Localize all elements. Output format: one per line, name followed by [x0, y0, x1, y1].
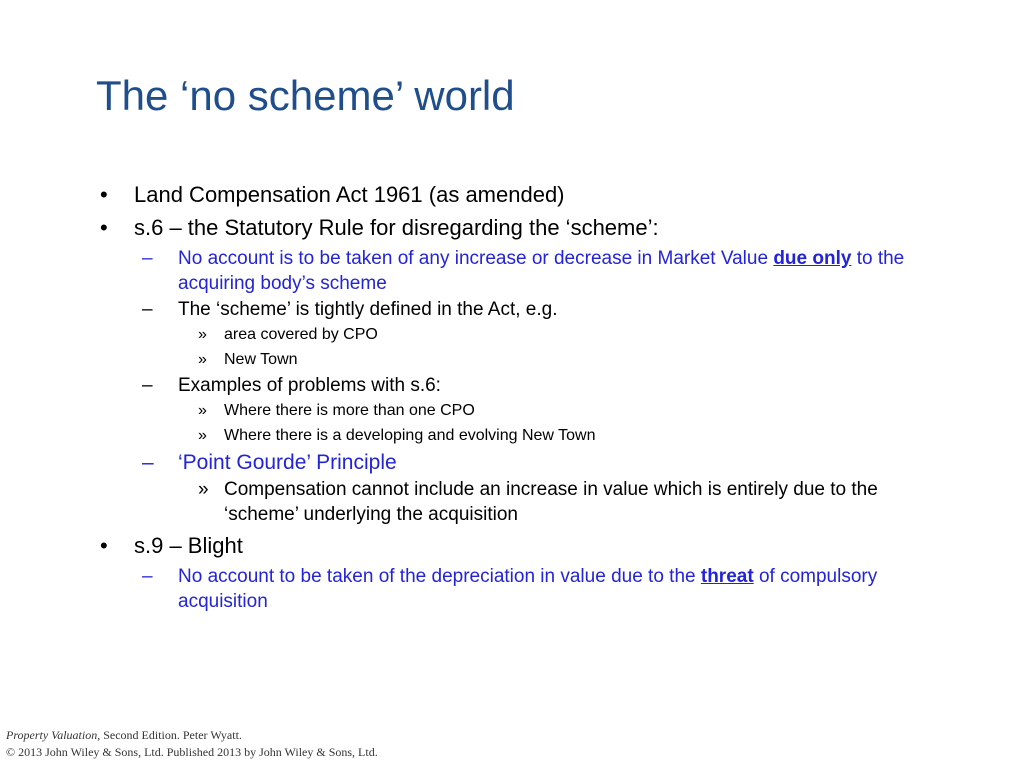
bullet-land-compensation-act — [96, 180, 976, 210]
sub-bullet-text: to the acquiring body’s scheme — [178, 248, 905, 294]
book-title: Property Valuation — [6, 728, 98, 742]
sub-sub-bullet-text: Where there is a developing and evolving New Town — [224, 427, 596, 444]
bullet-s9-blight — [96, 531, 976, 561]
sub-bullet-text: of compulsory acquisition — [178, 566, 878, 612]
emphasis-threat: threat — [700, 566, 754, 587]
footer-citation — [6, 727, 378, 761]
sub-bullet-examples-problems — [142, 373, 976, 398]
emphasis-due-only: due only — [773, 248, 852, 269]
footer-line-book — [6, 727, 378, 744]
bullet-s6-rule — [96, 213, 976, 243]
book-edition: , Second Edition. Peter Wyatt. — [97, 728, 242, 742]
bullet-marker: • — [100, 215, 108, 240]
dash-marker: – — [142, 451, 154, 474]
sub-sub-bullet-text: area covered by CPO — [224, 326, 378, 343]
dash-marker: – — [142, 299, 153, 320]
bullet-marker: • — [100, 182, 108, 207]
sub-sub-bullet-text: New Town — [224, 351, 298, 368]
bullet-text: Land Compensation Act 1961 (as amended) — [134, 182, 565, 207]
slide-title: The ‘no scheme’ world — [96, 72, 515, 119]
bullet-marker: • — [100, 533, 108, 558]
sub-sub-bullet-new-town — [198, 347, 976, 372]
sub-sub-bullet-evolving-new-town — [198, 423, 976, 448]
sub-bullet-no-account-depreciation — [142, 564, 968, 614]
sub-bullet-text: No account is to be taken of any increase or decrease in Market Value — [178, 248, 774, 269]
sub-sub-bullet-compensation-scheme — [198, 477, 944, 527]
chevron-marker: » — [198, 402, 207, 419]
sub-sub-bullet-more-than-one-cpo — [198, 398, 976, 423]
sub-bullet-no-account-increase — [142, 246, 976, 296]
sub-bullet-text: ‘Point Gourde’ Principle — [178, 451, 397, 474]
sub-bullet-point-gourde — [142, 449, 976, 477]
sub-sub-bullet-text: Compensation cannot include an increase in value which is entirely due to the ‘scheme’ underlying the acquisition — [224, 479, 878, 525]
footer-line-copyright: © 2013 John Wiley & Sons, Ltd. Published 2013 by John Wiley & Sons, Ltd. — [6, 745, 378, 759]
sub-bullet-text: The ‘scheme’ is tightly defined in the Act, e.g. — [178, 299, 558, 320]
chevron-marker: » — [198, 351, 207, 368]
bullet-text: s.6 – the Statutory Rule for disregarding the ‘scheme’: — [134, 215, 659, 240]
dash-marker: – — [142, 375, 153, 396]
chevron-marker: » — [198, 326, 207, 343]
dash-marker: – — [142, 566, 153, 587]
sub-sub-bullet-text: Where there is more than one CPO — [224, 402, 475, 419]
slide-body — [96, 180, 976, 614]
sub-sub-bullet-area-cpo — [198, 322, 976, 347]
bullet-text: s.9 – Blight — [134, 533, 243, 558]
chevron-marker: » — [198, 427, 207, 444]
dash-marker: – — [142, 248, 153, 269]
sub-bullet-text: No account to be taken of the depreciation in value due to the — [178, 566, 701, 587]
chevron-marker: » — [198, 479, 209, 500]
sub-bullet-text: Examples of problems with s.6: — [178, 375, 441, 396]
sub-bullet-scheme-defined — [142, 297, 976, 322]
